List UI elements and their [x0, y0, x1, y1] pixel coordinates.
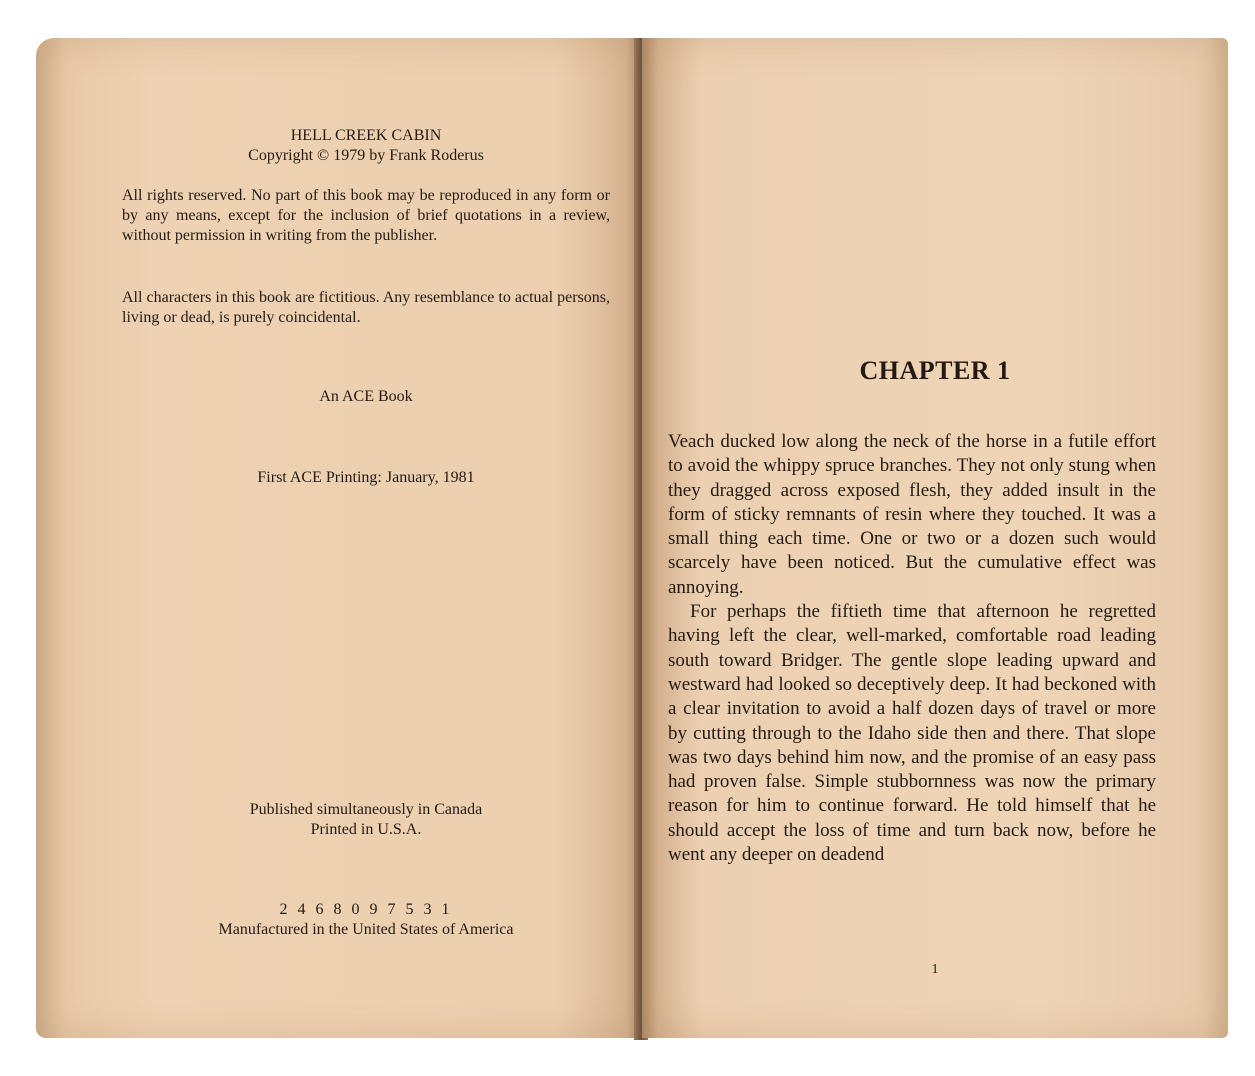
chapter-body: [668, 430, 1156, 867]
paragraph: Veach ducked low along the neck of the horse in a futile effort to avoid the whippy spruce branches. They not only stung when they dragged across exposed flesh, they added insult in the form of sticky remnants of resin where they touched. It was a small thing each time. One or two or a dozen such would scarcely have been noticed. But the cumulative effect was annoying.: [668, 431, 1156, 598]
fiction-disclaimer: All characters in this book are fictitious. Any resemblance to actual persons, living or dead, is purely coincidental.: [122, 289, 610, 326]
manufactured-line: Manufactured in the United States of America: [218, 921, 514, 938]
book-title: HELL CREEK CABIN: [290, 127, 442, 144]
printer-key: 2 4 6 8 0 9 7 5 3 1: [279, 901, 453, 918]
first-printing-line: First ACE Printing: January, 1981: [257, 469, 475, 486]
published-canada: Published simultaneously in Canada: [249, 801, 483, 818]
paragraph: For perhaps the fiftieth time that afternoon he regretted having left the clear, well-marked, comfortable road leading south toward Bridger. The gentle slope leading upward and westward had looked so deceptively deep. It had beckoned with a clear invitation to avoid a half dozen days of travel or more by cutting through to the Idaho side then and there. That slope was two days behind him now, and the promise of an easy pass had proven false. Simple stubbornness was now the primary reason for him to continue forward. He told himself that he should accept the loss of time and turn back now, before he went any deeper on deadend: [668, 601, 1156, 866]
printed-usa: Printed in U.S.A.: [310, 821, 422, 838]
publication-notice: [122, 800, 610, 840]
open-book: [36, 38, 1228, 1040]
imprint-line: An ACE Book: [319, 388, 413, 405]
chapter-heading: CHAPTER 1: [859, 356, 1011, 385]
rights-notice: All rights reserved. No part of this book may be reproduced in any form or by any means, except for the inclusion of brief quotations in a review, without permission in writing from the publisher.: [122, 187, 610, 244]
copyright-line: Copyright © 1979 by Frank Roderus: [248, 147, 484, 164]
page-number: 1: [931, 962, 939, 977]
left-page: [36, 38, 640, 1038]
copyright-header: [122, 126, 610, 166]
